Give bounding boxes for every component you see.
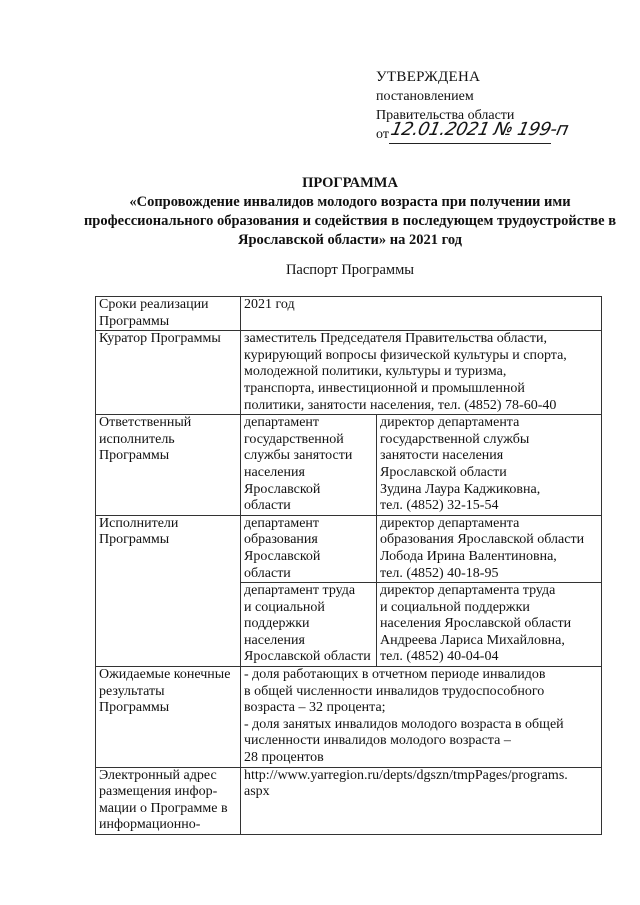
responsible-person: директор департамента государственной службы занятости населения Ярославской области Зудина Лаура Каджиковна, тел. (4852) 32-15-54 — [377, 415, 602, 516]
curator-label: Куратор Программы — [96, 331, 241, 415]
approval-line-1: постановлением — [376, 89, 474, 104]
approval-date-prefix: от — [376, 127, 389, 142]
results-value: - доля работающих в отчетном периоде инвалидов в общей численности инвалидов трудоспособного возраста – 32 процента; - доля занятых инвалидов молодого возраста в общей численности инвалидов молодого возраста – 28 процентов — [241, 667, 602, 768]
handwritten-date-field — [388, 119, 571, 144]
approval-date-row — [376, 119, 571, 144]
executor-1-person: директор департамента образования Ярославской области Лобода Ирина Валентиновна, тел. (4852) 40-18-95 — [377, 515, 602, 582]
period-label: Сроки реализации Программы — [96, 297, 241, 331]
responsible-label: Ответственный исполнитель Программы — [96, 415, 241, 516]
approval-stamp — [376, 68, 571, 144]
table-row-period — [96, 297, 602, 331]
period-value: 2021 год — [241, 297, 602, 331]
curator-value: заместитель Председателя Правительства области, курирующий вопросы физической культуры и спорта, молодежной политики, культуры и туризма, транспорта, инвестиционной и промышленной политики, занятости населения, тел. (4852) 78-60-40 — [241, 331, 602, 415]
passport-table — [95, 296, 602, 835]
approval-title: УТВЕРЖДЕНА — [376, 69, 481, 85]
approval-line-2: Правительства области — [376, 108, 515, 123]
address-value: http://www.yarregion.ru/depts/dgszn/tmpPages/programs. aspx — [241, 767, 602, 834]
table-row-results — [96, 667, 602, 768]
address-label: Электронный адрес размещения инфор- мации о Программе в информационно- — [96, 767, 241, 834]
handwritten-date-number: 12.01.2021 № 199-п — [388, 119, 571, 140]
executor-2-person: директор департамента труда и социальной поддержки населения Ярославской области Андреева Лариса Михайловна, тел. (4852) 40-04-04 — [377, 583, 602, 667]
program-title: ПРОГРАММА — [302, 175, 398, 191]
results-label: Ожидаемые конечные результаты Программы — [96, 667, 241, 768]
table-row-responsible — [96, 415, 602, 516]
passport-title: Паспорт Программы — [285, 262, 415, 278]
program-subtitle: «Сопровождение инвалидов молодого возраста при получении ими профессионального образования и содействия в последующем трудоустройстве в Ярославской области» на 2021 год — [83, 194, 617, 248]
executor-2-dept: департамент труда и социальной поддержки населения Ярославской области — [241, 583, 377, 667]
program-heading — [80, 174, 620, 250]
executors-label: Исполнители Программы — [96, 515, 241, 666]
table-row-executor-1 — [96, 515, 602, 582]
table-row-curator — [96, 331, 602, 415]
executor-1-dept: департамент образования Ярославской области — [241, 515, 377, 582]
responsible-dept: департамент государственной службы занятости населения Ярославской области — [241, 415, 377, 516]
table-row-address — [96, 767, 602, 834]
